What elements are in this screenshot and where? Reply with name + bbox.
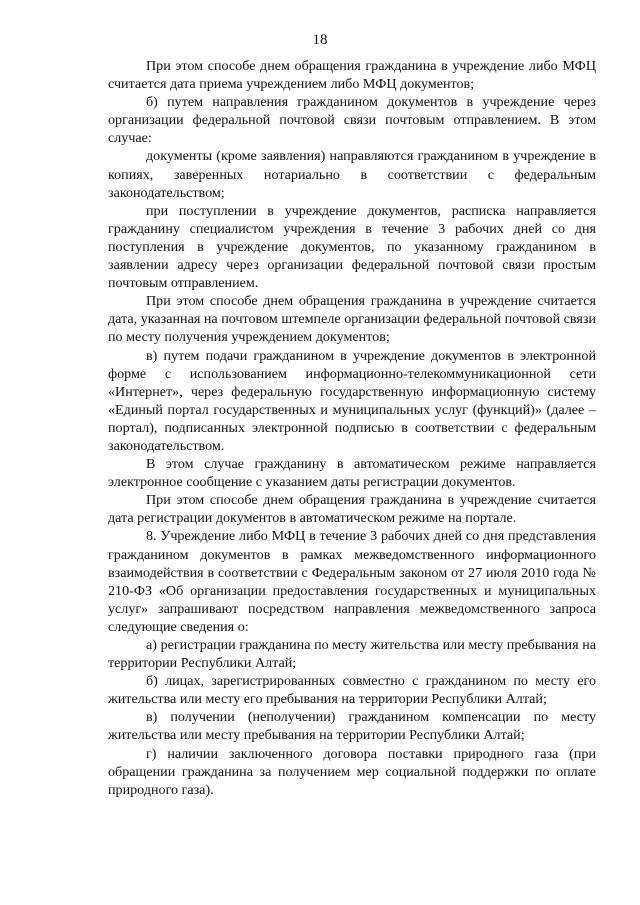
paragraph-method-date-mfc: При этом способе днем обращения гражданина в учреждение либо МФЦ считается дата приема учреждением либо МФЦ документов;	[108, 58, 596, 93]
paragraph-item-v: в) получении (неполучении) гражданином компенсации по месту жительства или месту пребывания на территории Республики Алтай;	[108, 709, 596, 744]
paragraph-electronic-date: При этом способе днем обращения гражданина в учреждение считается дата регистрации документов в автоматическом режиме на портале.	[108, 492, 596, 527]
paragraph-section-8: 8. Учреждение либо МФЦ в течение 3 рабочих дней со дня представления гражданином документов в рамках межведомственного информационного взаимодействия в соответствии с Федеральным законом от 27 июля 2010 года № 210-ФЗ «Об организации предоставления государственных и муниципальных услуг» запрашивают посредством направления межведомственного запроса следующие сведения о:	[108, 528, 596, 635]
paragraph-receipt-sent: при поступлении в учреждение документов, расписка направляется гражданину специалистом учреждения в течение 3 рабочих дней со дня поступления в учреждение документов, по указанному гражданином в заявлении адресу через организации федеральной почтовой связи простым почтовым отправлением.	[108, 202, 596, 292]
paragraph-document-copies: документы (кроме заявления) направляются гражданином в учреждение в копиях, заверенных нотариально в соответствии с федеральным законодательством;	[108, 148, 596, 201]
page-number: 18	[312, 32, 328, 48]
paragraph-electronic-method: в) путем подачи гражданином в учреждение документов в электронной форме с использованием информационно-телекоммуникационной сети «Интернет», через федеральную государственную информационную систему «Единый портал государственных и муниципальных услуг (функций)» (далее – портал), подписанных электронной подписью в соответствии с федеральным законодательством.	[108, 347, 596, 454]
paragraph-postal-method: б) путем направления гражданином документов в учреждение через организации федеральной почтовой связи почтовым отправлением. В этом случае:	[108, 94, 596, 147]
paragraph-item-b: б) лицах, зарегистрированных совместно с гражданином по месту его жительства или месту его пребывания на территории Республики Алтай;	[108, 673, 596, 708]
paragraph-item-g: г) наличии заключенного договора поставки природного газа (при обращении гражданина за получением мер социальной поддержки по оплате природного газа).	[108, 745, 596, 798]
paragraph-postal-date: При этом способе днем обращения гражданина в учреждение считается дата, указанная на почтовом штемпеле организации федеральной почтовой связи по месту получения учреждением документов;	[108, 293, 596, 346]
paragraph-electronic-notification: В этом случае гражданину в автоматическом режиме направляется электронное сообщение с указанием даты регистрации документов.	[108, 456, 596, 491]
paragraph-item-a: а) регистрации гражданина по месту жительства или месту пребывания на территории Республики Алтай;	[108, 637, 596, 672]
page-body	[108, 57, 596, 799]
